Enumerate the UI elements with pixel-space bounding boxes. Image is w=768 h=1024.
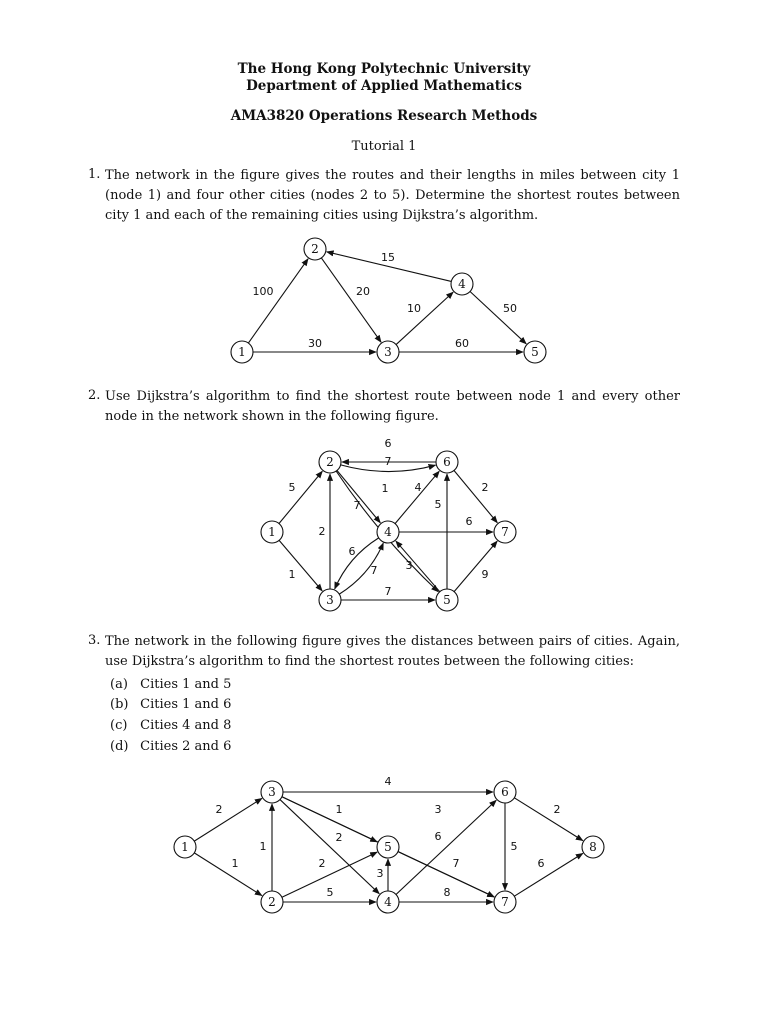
edge-6-to-7 (454, 470, 497, 522)
edge-weight-6-7: 2 (481, 481, 489, 494)
node-label-2: 2 (268, 895, 276, 909)
part-text: Cities 1 and 6 (140, 697, 232, 712)
edge-weight-1-2: 1 (231, 857, 239, 870)
edge-weight-4-5: 3 (376, 867, 384, 880)
department-name: Department of Applied Mathematics (246, 78, 522, 94)
edge-weight-5-4: 3 (405, 559, 413, 572)
node-label-7: 7 (501, 895, 509, 909)
edge-weight-3-7: 3 (434, 803, 442, 816)
edge-7-to-8 (514, 853, 582, 896)
part-text: Cities 4 and 8 (140, 718, 232, 733)
edge-weight-2-3: 1 (259, 840, 267, 853)
edge-5-to-7 (454, 541, 497, 592)
edge-weight-6-2: 7 (384, 455, 392, 468)
edge-3-to-4 (396, 292, 453, 344)
edge-weight-4-5: 50 (503, 302, 517, 315)
node-label-3: 3 (384, 345, 392, 359)
edge-2-to-3 (321, 258, 381, 342)
edge-weight-3-2: 2 (318, 525, 326, 538)
node-label-2: 2 (311, 242, 319, 256)
part-label: (a) (110, 677, 128, 692)
edge-weight-6-8: 2 (553, 803, 561, 816)
edge-4-to-6 (396, 800, 496, 894)
edge-weight-2-4: 5 (326, 886, 334, 899)
edge-weight-2-4: 7 (353, 499, 361, 512)
node-label-6: 6 (501, 785, 509, 799)
edge-4-to-5 (470, 291, 526, 343)
edge-weight-7-8: 6 (537, 857, 545, 870)
figure-1-network (231, 238, 546, 363)
edge-weight-4-6: 6 (434, 830, 442, 843)
edge-weight-3-4: 6 (348, 545, 356, 558)
question-2-text: Use Dijkstra’s algorithm to find the shortest route between node 1 and every other node in the network shown in the following figure. (105, 389, 680, 424)
question-1-number: 1. (88, 167, 101, 182)
node-label-4: 4 (384, 895, 392, 909)
node-label-6: 6 (443, 455, 451, 469)
question-2-number: 2. (88, 388, 101, 403)
edge-weight-4-7: 6 (465, 515, 473, 528)
node-label-2: 2 (326, 455, 334, 469)
question-3-number: 3. (88, 633, 101, 648)
edge-weight-3-4: 2 (335, 831, 343, 844)
figure-3-network (174, 775, 604, 913)
node-label-1: 1 (181, 840, 189, 854)
edge-weight-6-7: 5 (510, 840, 518, 853)
edge-weight-1-3: 1 (288, 568, 296, 581)
node-label-4: 4 (384, 525, 392, 539)
university-name: The Hong Kong Polytechnic University (237, 61, 531, 77)
tutorial-title: Tutorial 1 (351, 139, 417, 154)
question-1-text: The network in the figure gives the routes and their lengths in miles between city 1 (node 1) and four other cities (nodes 2 to 5). Determine the shortest routes between city 1 and each of the remaining cities using Dijkstra’s algorithm. (105, 168, 680, 223)
part-text: Cities 2 and 6 (140, 739, 232, 754)
edge-2-to-4 (337, 470, 380, 522)
edge-weight-5-6: 5 (434, 498, 442, 511)
edge-1-to-3 (194, 798, 262, 841)
edge-weight-4-3: 7 (370, 564, 378, 577)
node-label-5: 5 (531, 345, 539, 359)
edge-weight-2-5: 1 (381, 482, 389, 495)
edge-weight-4-6: 4 (414, 481, 422, 494)
course-title: AMA3820 Operations Research Methods (230, 108, 538, 124)
edge-weight-3-6: 4 (384, 775, 392, 788)
node-label-1: 1 (268, 525, 276, 539)
node-label-7: 7 (501, 525, 509, 539)
edge-weight-5-7: 7 (452, 857, 460, 870)
edge-weight-4-7: 8 (443, 886, 451, 899)
part-label: (d) (110, 739, 129, 754)
node-label-3: 3 (268, 785, 276, 799)
edge-weight-1-2: 100 (252, 285, 274, 298)
part-label: (c) (110, 718, 128, 733)
edge-1-to-2 (194, 853, 262, 896)
edge-weight-5-7: 9 (481, 568, 489, 581)
question-3-text: The network in the following figure gives the distances between pairs of cities. Again, use Dijkstra’s algorithm to find the shortest routes between the following cities: (105, 634, 680, 669)
edge-3-to-4 (280, 800, 379, 894)
edge-weight-2-6: 6 (384, 437, 392, 450)
edge-weight-1-3: 30 (308, 337, 322, 350)
edge-weight-3-4: 10 (407, 302, 421, 315)
node-label-1: 1 (238, 345, 246, 359)
edge-6-to-8 (514, 798, 582, 841)
edge-1-to-2 (279, 471, 322, 523)
node-label-5: 5 (443, 593, 451, 607)
edge-weight-2-5: 2 (318, 857, 326, 870)
node-label-5: 5 (384, 840, 392, 854)
node-label-3: 3 (326, 593, 334, 607)
part-label: (b) (110, 697, 129, 712)
node-label-4: 4 (458, 277, 466, 291)
edge-weight-1-3: 2 (215, 803, 223, 816)
edge-1-to-3 (279, 540, 322, 591)
edge-1-to-2 (248, 259, 308, 343)
edge-weight-4-2: 15 (381, 251, 395, 264)
edge-weight-3-5: 60 (455, 337, 469, 350)
edge-weight-3-5: 7 (384, 585, 392, 598)
edge-weight-2-3: 20 (356, 285, 370, 298)
node-label-8: 8 (589, 840, 597, 854)
part-text: Cities 1 and 5 (140, 677, 232, 692)
edge-weight-3-5: 1 (335, 803, 343, 816)
edge-4-to-6 (395, 471, 439, 523)
edge-5-to-4 (396, 541, 440, 592)
figure-2-network (261, 437, 516, 611)
edge-weight-1-2: 5 (288, 481, 296, 494)
